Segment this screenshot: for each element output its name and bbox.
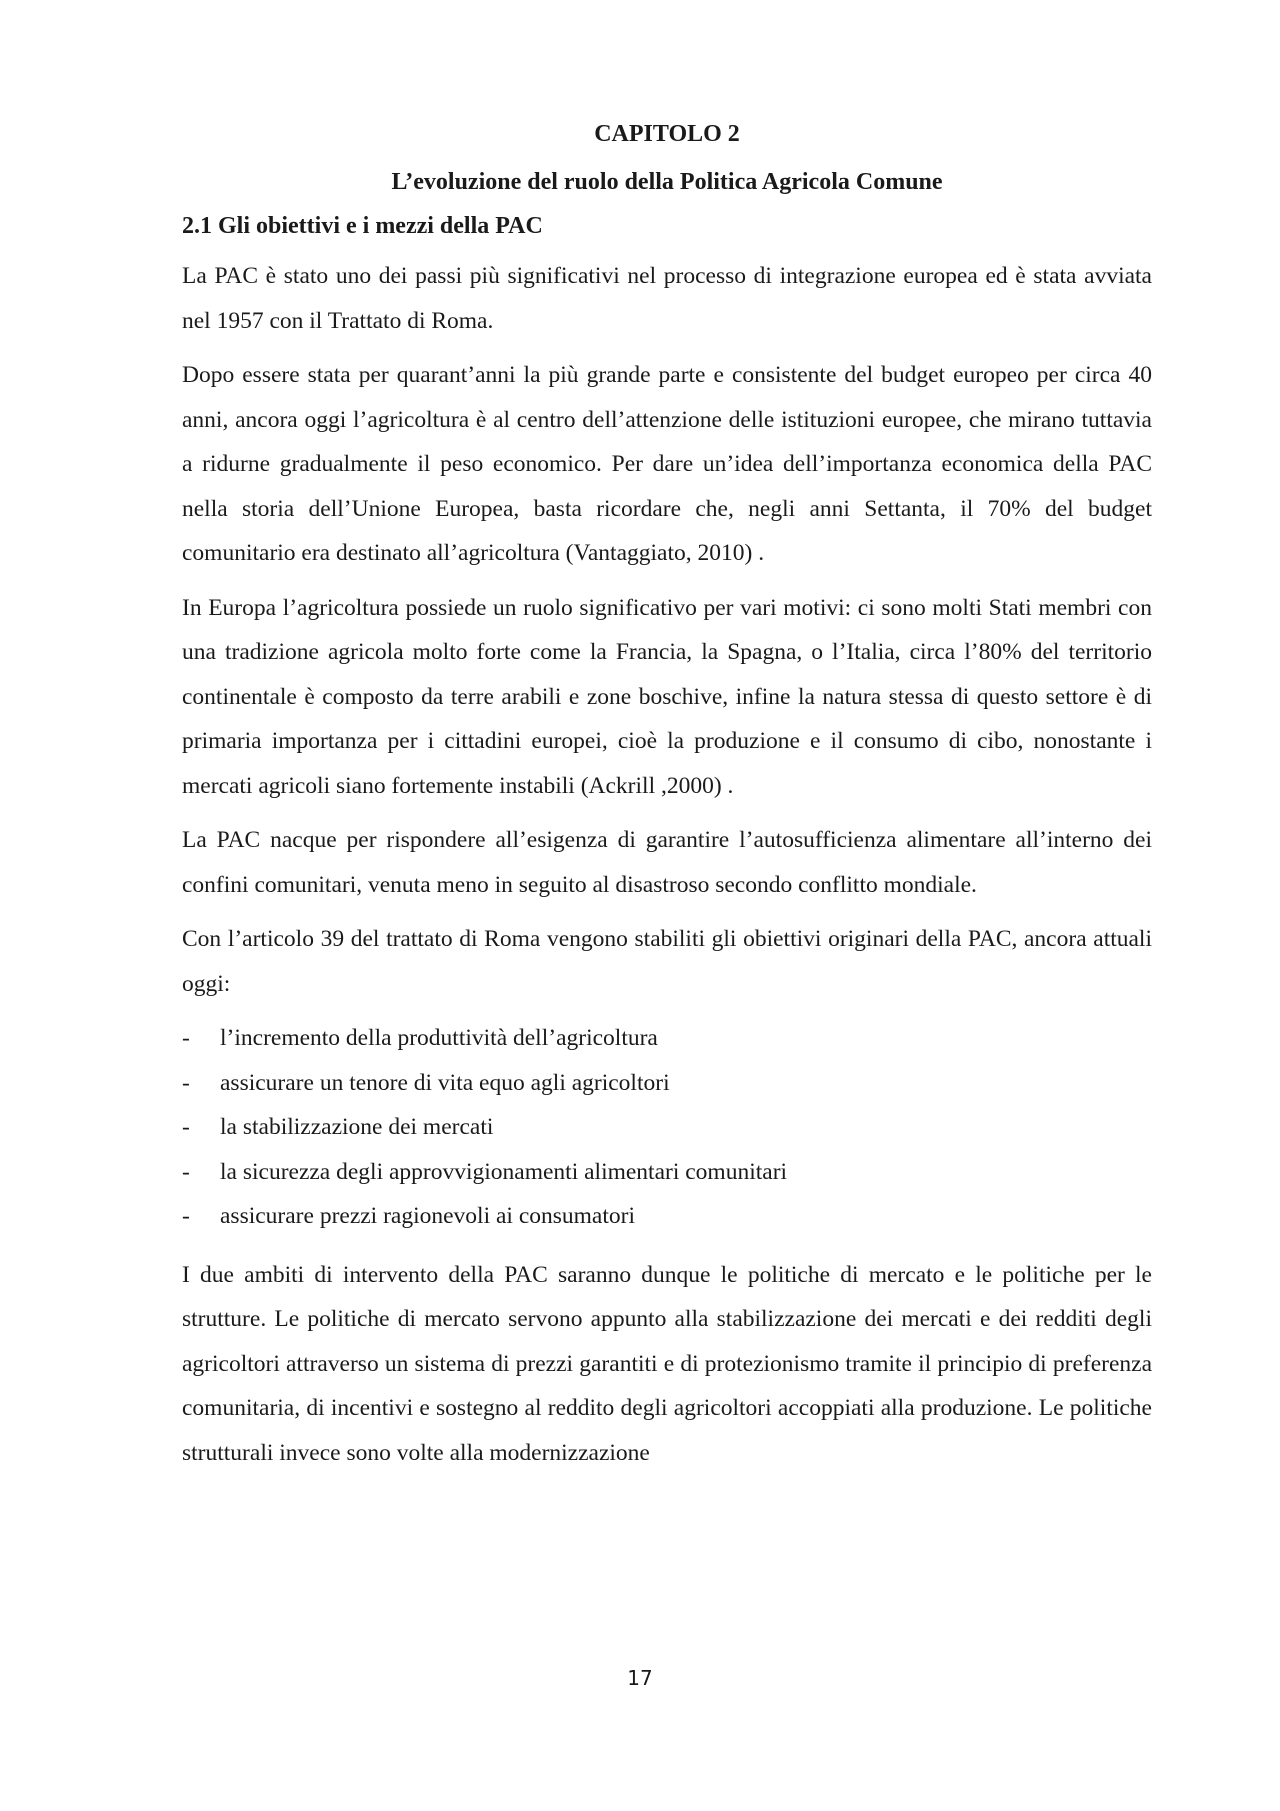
list-bullet: - bbox=[182, 1114, 190, 1140]
list-item bbox=[182, 1105, 1152, 1150]
list-item-text: la sicurezza degli approvvigionamenti alimentari comunitari bbox=[220, 1158, 788, 1185]
list-bullet: - bbox=[182, 1069, 190, 1096]
list-bullet: - bbox=[182, 1025, 190, 1051]
chapter-label: CAPITOLO 2 bbox=[594, 121, 740, 147]
paragraph-article-39: Con l’articolo 39 del trattato di Roma vengono stabiliti gli obiettivi originari della PAC, ancora attuali oggi: bbox=[182, 926, 1152, 997]
list-bullet: - bbox=[182, 1203, 190, 1229]
paragraph-role: In Europa l’agricoltura possiede un ruolo significativo per vari motivi: ci sono molti Stati membri con una tradizione agricola molto forte come la Francia, la Spagna, o l’Italia, circa l’80% del territorio continentale è composto da terre arabili e zone boschive, infine la natura stessa di questo settore è di primaria importanza per i cittadini europei, cioè la produzione e il consumo di cibo, nonostante i mercati agricoli siano fortemente instabili (Ackrill ,2000) . bbox=[182, 594, 1152, 799]
chapter-title: L’evoluzione del ruolo della Politica Agricola Comune bbox=[391, 169, 943, 195]
page-number: 17 bbox=[627, 1666, 653, 1690]
list-item bbox=[182, 1194, 1152, 1239]
list-item-text: la stabilizzazione dei mercati bbox=[220, 1114, 494, 1140]
section-title: 2.1 Gli obiettivi e i mezzi della PAC bbox=[182, 213, 543, 239]
list-item-text: assicurare un tenore di vita equo agli agricoltori bbox=[220, 1069, 670, 1096]
paragraph-origin: La PAC nacque per rispondere all’esigenza di garantire l’autosufficienza alimentare all’interno dei confini comunitari, venuta meno in seguito al disastroso secondo conflitto mondiale. bbox=[182, 827, 1152, 898]
list-item-text: l’incremento della produttività dell’agricoltura bbox=[220, 1025, 658, 1051]
paragraph-policies: I due ambiti di intervento della PAC saranno dunque le politiche di mercato e le politiche per le strutture. Le politiche di mercato servono appunto alla stabilizzazione dei mercati e dei redditi degli agricoltori attraverso un sistema di prezzi garantiti e di protezionismo tramite il principio di preferenza comunitaria, di incentivi e sostegno al reddito degli agricoltori accoppiati alla produzione. Le politiche strutturali invece sono volte alla modernizzazione bbox=[182, 1261, 1152, 1466]
paragraph-budget: Dopo essere stata per quarant’anni la più grande parte e consistente del budget europeo per circa 40 anni, ancora oggi l’agricoltura è al centro dell’attenzione delle istituzioni europee, che mirano tuttavia a ridurne gradualmente il peso economico. Per dare un’idea dell’importanza economica della PAC nella storia dell’Unione Europea, basta ricordare che, negli anni Settanta, il 70% del budget comunitario era destinato all’agricoltura (Vantaggiato, 2010) . bbox=[182, 362, 1152, 566]
list-item bbox=[182, 1016, 1152, 1061]
page-content bbox=[182, 118, 1152, 1485]
paragraph-intro: La PAC è stato uno dei passi più significativi nel processo di integrazione europea ed è stata avviata nel 1957 con il Trattato di Roma. bbox=[182, 263, 1152, 334]
list-bullet: - bbox=[182, 1158, 190, 1185]
list-item bbox=[182, 1150, 1152, 1195]
list-item bbox=[182, 1061, 1152, 1106]
objectives-list bbox=[182, 1016, 1152, 1239]
list-item-text: assicurare prezzi ragionevoli ai consumatori bbox=[220, 1203, 635, 1229]
